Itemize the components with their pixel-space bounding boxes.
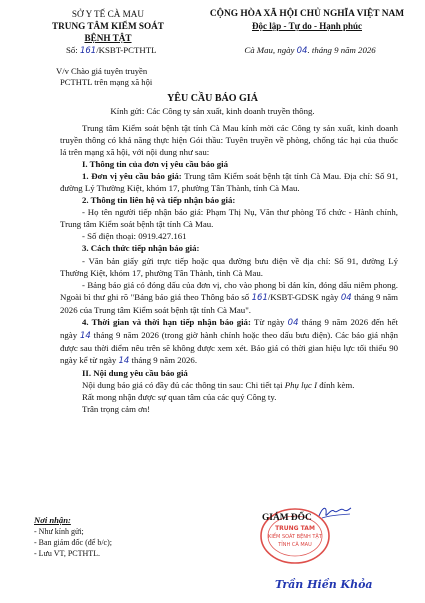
document-title: YÊU CẦU BÁO GIÁ <box>167 93 258 104</box>
agency-name-line2: BỆNH TẬT <box>84 33 132 43</box>
svg-text:TRUNG TÂM: TRUNG TÂM <box>275 525 315 532</box>
recipient-item: - Ban giám đốc (để b/c); <box>34 538 112 547</box>
section-2-line-1: Nội dung báo giá có đầy đủ các thông tin sau: Chi tiết tại Phụ lục I đính kèm. <box>82 379 355 390</box>
thanks-line: Trân trọng cảm ơn! <box>82 404 151 415</box>
handwritten-signature <box>316 502 352 522</box>
signatory-name: Trần Hiền Khỏa <box>275 578 373 591</box>
addressee: Kính gửi: Các Công ty sản xuất, kinh doanh truyền thông. <box>110 106 315 116</box>
item-3-heading: 3. Cách thức tiếp nhận báo giá: <box>82 243 200 254</box>
agency-header <box>18 8 198 44</box>
handwritten-day: 04 <box>296 46 308 56</box>
item-1: 1. Đơn vị yêu cầu báo giá: Trung tâm Kiểm soát bệnh tật tỉnh Cà Mau. Địa chỉ: Số 91, đường Lý Thường Kiệt, khóm 17, phường Tân Thành, tỉnh Cà Mau. <box>60 171 398 194</box>
handwritten-number: 161 <box>79 46 97 56</box>
section-1-heading: I. Thông tin của đơn vị yêu cầu báo giá <box>82 159 228 170</box>
document-body <box>60 122 398 415</box>
item-3-line-2: - Bảng báo giá có đóng dấu của đơn vị, cho vào phong bì dán kín, đóng dấu niêm phong. Ngoài bì thư ghi rõ "Bảng báo giá theo Thông báo số 161/KSBT-GDSK ngày 04 tháng 9 năm 2026 của Trung tâm Kiểm soát bệnh tật tỉnh Cà Mau". <box>60 279 398 315</box>
place-date: Cà Mau, ngày 04. tháng 9 năm 2026 <box>244 45 376 56</box>
recipients-list <box>34 515 112 559</box>
subject-line: V/v Chào giá tuyên truyền PCTHTL trên mạng xã hội <box>56 66 153 87</box>
svg-text:KIỂM SOÁT BỆNH TẬT: KIỂM SOÁT BỆNH TẬT <box>268 534 322 540</box>
recipient-item: - Lưu VT, PCTHTL. <box>34 549 101 558</box>
recipient-item: - Như kính gửi; <box>34 527 84 536</box>
item-4: 4. Thời gian và thời hạn tiếp nhận báo giá: Từ ngày 04 tháng 9 năm 2026 đến hết ngày 14 tháng 9 năm 2026 (trong giờ hành chính hoặc theo dấu bưu điện). Các báo giá nhận được sau thời điểm nêu trên sẽ không được xem xét. Báo giá có thời gian hiệu lực tối thiểu 90 ngày kể từ ngày 14 tháng 9 năm 2026. <box>60 316 399 366</box>
item-2-heading: 2. Thông tin liên hệ và tiếp nhận báo giá: <box>82 195 236 206</box>
national-motto: Độc lập - Tự do - Hạnh phúc <box>251 21 362 31</box>
item-2-line-1: - Họ tên người tiếp nhận báo giá: Phạm Thị Nụ, Văn thư phòng Tổ chức - Hành chính, Trung tâm Kiểm soát bệnh tật tỉnh Cà Mau. <box>60 207 398 230</box>
parent-agency: SỞ Y TẾ CÀ MAU <box>71 9 145 19</box>
national-name: CỘNG HÒA XÃ HỘI CHỦ NGHĨA VIỆT NAM <box>209 9 405 19</box>
national-header <box>196 8 418 32</box>
document-number: Số: 161/KSBT-PCTHTL <box>66 45 157 56</box>
intro-paragraph: Trung tâm Kiểm soát bệnh tật tỉnh Cà Mau kính mời các Công ty sản xuất, kinh doanh truyền thông có khả năng thực hiện Gói thầu: Tuyên truyền về phòng, chống tác hại của thuốc lá trên mạng xã hội, với nội dung như sau: <box>60 123 398 158</box>
section-2-heading: II. Nội dung yêu cầu báo giá <box>82 367 188 378</box>
item-2-line-2: - Số điện thoại: 0919.427.161 <box>82 231 187 242</box>
svg-text:TỈNH CÀ MAU: TỈNH CÀ MAU <box>278 542 312 548</box>
item-3-line-1: - Văn bản giấy gửi trực tiếp hoặc qua đường bưu điện về địa chỉ: Số 91, đường Lý Thường Kiệt, khóm 17, phường Tân Thành, tỉnh Cà Mau. <box>60 255 398 278</box>
agency-name-line1: TRUNG TÂM KIỂM SOÁT <box>52 21 164 31</box>
signatory-title: GIÁM ĐỐC <box>262 513 312 523</box>
recipients-title: Nơi nhận: <box>34 515 71 525</box>
closing-line: Rất mong nhận được sự quan tâm của các quý Công ty. <box>82 392 277 403</box>
